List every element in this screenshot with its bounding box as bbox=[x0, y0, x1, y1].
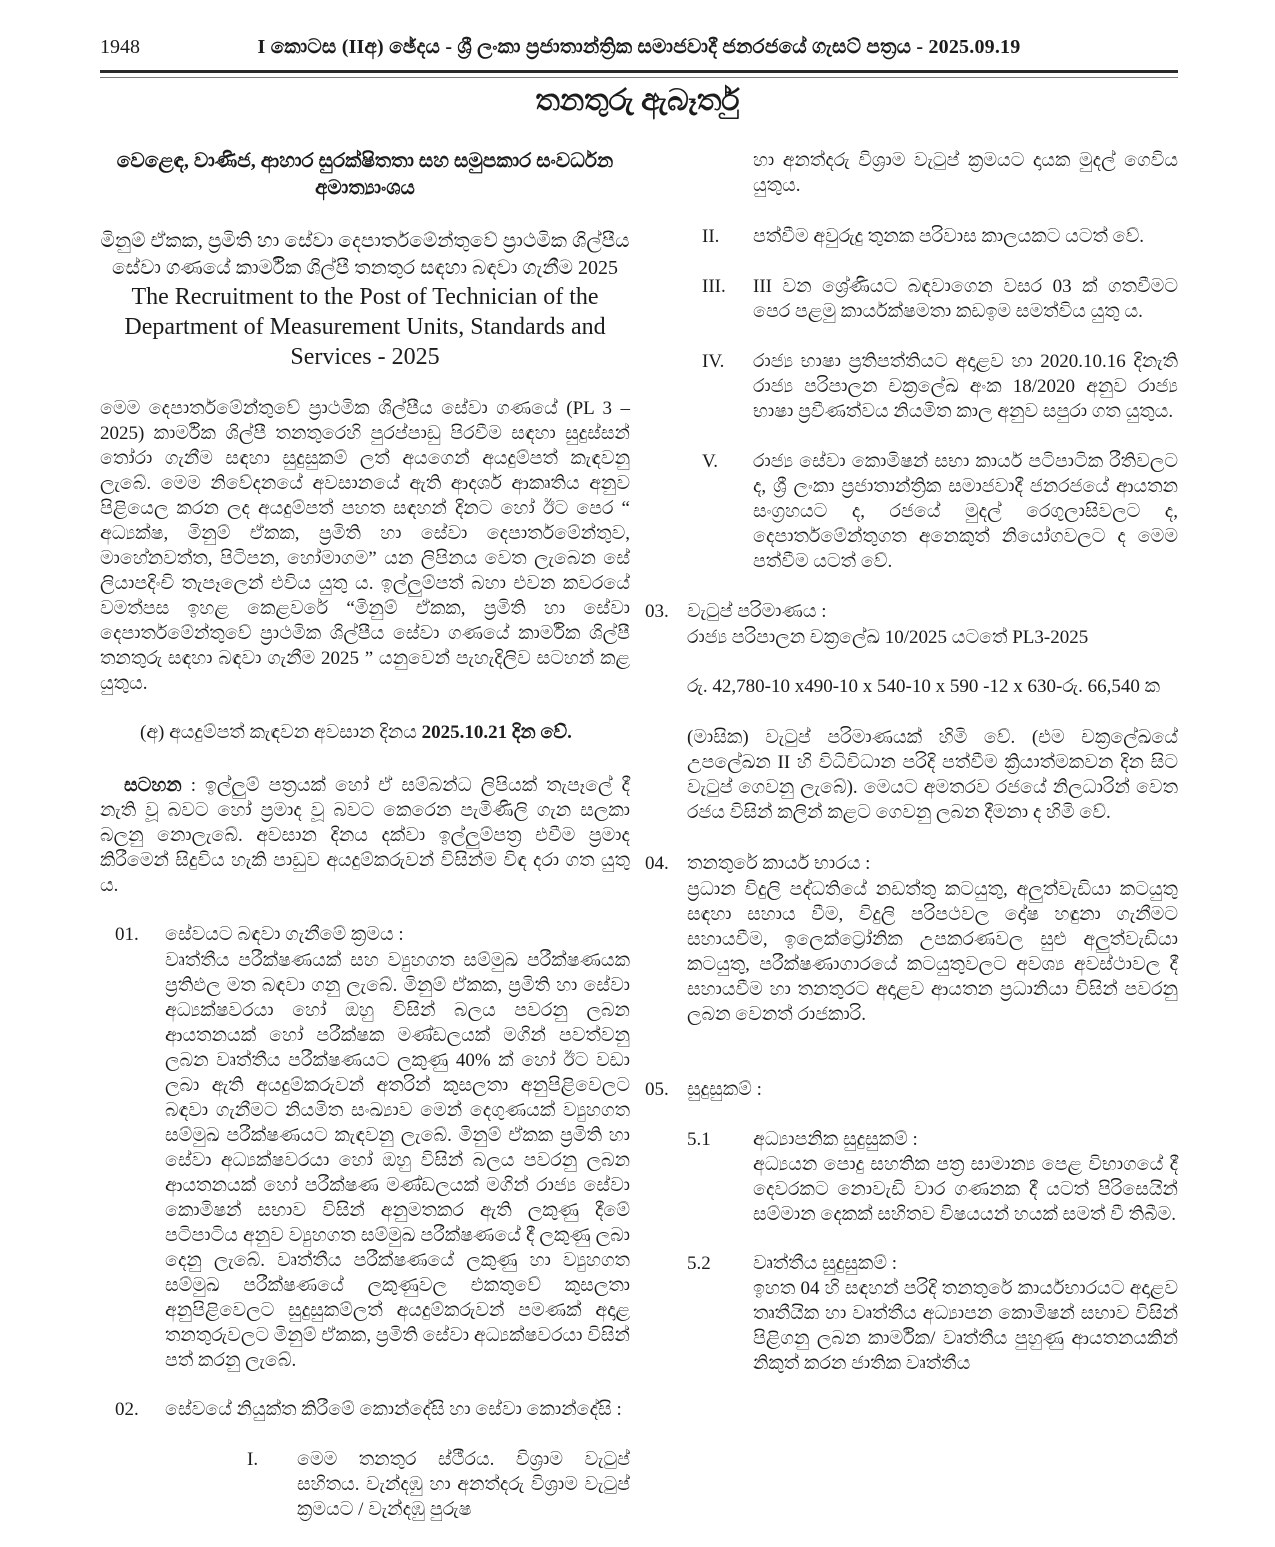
right-column bbox=[645, 148, 1178, 1376]
section-04-number: 04. bbox=[645, 853, 669, 874]
subsection-5-2-heading: වෘත්තීය සුදුසුකම් : bbox=[753, 1253, 898, 1274]
condition-item-4-number: IV. bbox=[702, 351, 725, 372]
salary-scale: රු. 42,780-10 x490-10 x 540-10 x 590 -12 x 630-රු. 66,540 ක bbox=[687, 676, 1161, 697]
condition-item-5 bbox=[645, 449, 1178, 574]
section-05-heading: සුදුසුකම් : bbox=[687, 1079, 762, 1100]
section-02-heading: සේවයේ නියුක්ත කිරීමේ කොන්දේසි හා සේවා කොන්දේසි : bbox=[165, 1399, 622, 1420]
section-02-number: 02. bbox=[115, 1399, 139, 1420]
section-04-heading: තනතුරේ කාර්ය භාරය : bbox=[687, 853, 871, 874]
condition-item-2-text: පත්වීම අවුරුදු තුනක පරිවාස කාලයකට යටත් වේ. bbox=[753, 226, 1145, 247]
section-03 bbox=[645, 599, 1178, 825]
note-paragraph bbox=[100, 773, 630, 898]
spacer bbox=[645, 1051, 1178, 1077]
subsection-5-2-number: 5.2 bbox=[687, 1253, 711, 1274]
notice-title-sinhala: මිනුම් ඒකක, ප්‍රමිති හා සේවා දෙපාර්තමේන්තුවේ ප්‍රාථමික ශිල්පීය සේවා ගණයේ කාර්මික ශිල්පී තනතුර සඳහා බඳවා ගැනීම 2025 bbox=[100, 230, 630, 279]
subsection-5-1 bbox=[687, 1127, 1178, 1227]
subsection-5-2 bbox=[687, 1251, 1178, 1376]
condition-item-5-text: රාජ්‍ය සේවා කොමිෂන් සභා කාර්ය පටිපාටික රීතිවලට ද, ශ්‍රී ලංකා ප්‍රජාතාන්ත්‍රික සමාජවාදී ජනරජයේ ආයතන සංග්‍රහයට ද, රජයේ මුදල් රෙගුලාසිවලට ද, දෙපාර්තමේන්තුගත අනෙකුත් නියෝගවලට ද මෙම පත්වීම යටත් වේ. bbox=[753, 451, 1178, 572]
deadline-line bbox=[100, 720, 630, 745]
section-01-number: 01. bbox=[115, 924, 139, 945]
condition-item-1-number: I. bbox=[247, 1449, 259, 1470]
condition-item-1-text: මෙම තනතුර ස්ථීරය. විශ්‍රාම වැටුප් සහිතය. වැන්දඹු හා අනත්දරු විශ්‍රාම වැටුප් ක්‍රමයට / වැන්දඹු පුරුෂ bbox=[297, 1449, 630, 1520]
section-04 bbox=[645, 851, 1178, 1027]
subsection-5-1-number: 5.1 bbox=[687, 1129, 711, 1150]
header-rule bbox=[100, 70, 1178, 78]
condition-item-2-number: II. bbox=[702, 226, 720, 247]
subsection-5-1-heading: අධ්‍යාපනික සුදුසුකම් : bbox=[753, 1129, 918, 1150]
note-body: : ඉල්ලුම් පත්‍රයක් හෝ ඒ සම්බන්ධ ලිපියක් තැපෑලේ දී නැති වූ බවට හෝ ප්‍රමාද වූ බවට කෙරෙන පැමිණිලි ගැන සලකා බලනු නොලැබේ. අවසාන දිනය දක්වා ඉල්ලුම්පත්‍ර එවීම ප්‍රමාද කිරීමෙන් සිදුවිය හැකි පාඩුව අයදුම්කරුවන් විසින්ම විඳ දරා ගත යුතු ය. bbox=[100, 775, 630, 896]
section-01 bbox=[100, 922, 630, 1373]
condition-item-3-number: III. bbox=[702, 276, 726, 297]
section-03-number: 03. bbox=[645, 601, 669, 622]
page-number: 1948 bbox=[100, 36, 140, 58]
spacer bbox=[645, 825, 1178, 851]
vacancies-section-title: තනතුරු ඇබෑර්තු bbox=[535, 84, 740, 117]
notice-title-english: The Recruitment to the Post of Technician of the Department of Measurement Units, Standards and Services - 2025 bbox=[124, 284, 606, 370]
salary-circular-line: රාජ්‍ය පරිපාලන චක්‍රලේඛ 10/2025 යටතේ PL3-2025 bbox=[687, 627, 1089, 648]
condition-item-5-number: V. bbox=[702, 451, 719, 472]
section-04-body: ප්‍රධාන විදුලි පද්ධතියේ නඩත්තු කටයුතු, අලුත්වැඩියා කටයුතු සඳහා සහාය වීම, විදුලි පරිපථවල දෝෂ හඳුනා ගැනීමට සහායවීම, ඉලෙක්ට්‍රෝනික උපකරණවල සුළු අලුත්වැඩියා කටයුතු, පරීක්ෂණාගාරයේ කටයුතුවලට අවශ්‍ය අවස්ථාවල දී සහායවීම හා තනතුරට අදාළව ආයතන ප්‍රධානියා විසින් පවරනු ලබන වෙනත් රාජකාරි. bbox=[687, 879, 1178, 1025]
condition-item-3-text: III වන ශ්‍රේණියට බඳවාගෙන වසර 03 ක් ගතවීමට පෙර පළමු කාර්යක්ෂමතා කඩඉම සමත්විය යුතු ය. bbox=[753, 276, 1178, 322]
section-02 bbox=[100, 1397, 630, 1423]
condition-item-1-continuation: හා අනත්දරු විශ්‍රාම වැටුප් ක්‍රමයට දායක මුදල් ගෙවිය යුතුය. bbox=[753, 150, 1178, 196]
left-column bbox=[100, 148, 630, 1547]
section-03-heading: වැටුප් පරිමාණය : bbox=[687, 601, 827, 622]
condition-item-4 bbox=[645, 349, 1178, 424]
salary-body: (මාසික) වැටුප් පරිමාණයක් හිමි වේ. (එම චක්‍රලේඛයේ උපලේඛන II හි විධිවිධාන පරිදි පත්වීම ක්‍රියාත්මකවන දින සිට වැටුප් ගෙවනු ලැබේ). මෙයට අමතරව රජයේ නිලධාරින් වෙත රජය විසින් කලින් කළට ගෙවනු ලබන දීමනා ද හිමි වේ. bbox=[687, 727, 1178, 823]
subsection-5-1-body: අධ්‍යයන පොදු සහතික පත්‍ර සාමාන්‍ය පෙළ විභාගයේ දී දෙවරකට නොවැඩි වාර ගණනක දී යටත් පිරිසෙයින් සම්මාන දෙකක් සහිතව විෂයයන් හයක් සමත් වී තිබීම. bbox=[753, 1154, 1178, 1225]
condition-item-4-text: රාජ්‍ය භාෂා ප්‍රතිපත්තියට අදාළව හා 2020.10.16 දිනැති රාජ්‍ය පරිපාලන චක්‍රලේඛ අංක 18/2020 අනුව රාජ්‍ය භාෂා ප්‍රවීණත්වය නියමිත කාල අනුව සපුරා ගත යුතුය. bbox=[753, 351, 1178, 422]
deadline-prefix: (අ) අයදුම්පත් කැඳවන අවසාන දිනය bbox=[140, 722, 422, 743]
section-01-heading: සේවයට බඳවා ගැනීමේ ක්‍රමය : bbox=[165, 924, 404, 945]
condition-item-1 bbox=[100, 1447, 630, 1522]
section-05 bbox=[645, 1077, 1178, 1103]
deadline-date: 2025.10.21 දින වේ. bbox=[421, 722, 572, 743]
ministry-name: වෙළෙඳ, වාණිජ, ආහාර සුරක්ෂිතතා සහ සමුපකාර සංවර්ධන අමාත්‍යාංශය bbox=[116, 150, 614, 199]
page-header bbox=[100, 36, 1178, 59]
note-label: සටහන bbox=[124, 775, 182, 796]
subsection-5-2-body: ඉහත 04 හි සඳහන් පරිදි තනතුරේ කාර්යභාරයට අදාළව තෘතීයික හා වෘත්තීය අධ්‍යාපන කොමිෂන් සභාව විසින් පිළිගනු ලබන කාර්මික/ වෘත්තීය පුහුණු ආයතනයකින් නිකුත් කරන ජාතික වෘත්තීය bbox=[753, 1278, 1178, 1374]
gazette-header-title: I කොටස (IIඅ) ඡේදය - ශ්‍රී ලංකා ප්‍රජාතාන්ත්‍රික සමාජවාදී ජනරජයේ ගැසට් පත්‍රය - 2025.09.19 bbox=[257, 36, 1021, 58]
section-05-number: 05. bbox=[645, 1079, 669, 1100]
section-01-body: වෘත්තීය පරීක්ෂණයක් සහ ව්‍යුහගත සම්මුඛ පරීක්ෂණයක ප්‍රතිඵල මත බඳවා ගනු ලැබේ. මිනුම් ඒකක, ප්‍රමිති හා සේවා අධ්‍යක්ෂවරයා හෝ ඔහු විසින් බලය පවරනු ලබන ආයතනයක් හෝ පරීක්ෂක මණ්ඩලයක් මගින් පවත්වනු ලබන වෘත්තීය පරීක්ෂණයට ලකුණු 40% ක් හෝ ඊට වඩා ලබා ඇති අයදුම්කරුවන් අතරින් කුසලතා අනුපිළිවෙලට බඳවා ගැනීමට නියමිත සංඛ්‍යාව මෙන් දෙගුණයක් ව්‍යුහගත සම්මුඛ පරීක්ෂණයට කැඳවනු ලැබේ. මිනුම් ඒකක ප්‍රමිති හා සේවා අධ්‍යක්ෂවරයා හෝ ඔහු විසින් බලය පවරනු ලබන ආයතනයක් හෝ පරීක්ෂණ මණ්ඩලයක් මගින් රාජ්‍ය සේවා කොමිෂන් සභාව විසින් අනුමතකර ඇති ලකුණු දීමේ පටිපාටිය අනුව ව්‍යුහගත සම්මුඛ පරීක්ෂණයේ දී ලකුණු ලබා දෙනු ලැබේ. වෘත්තීය පරීක්ෂණයේ ලකුණු හා ව්‍යුහගත සම්මුඛ පරීක්ෂණයේ ලකුණුවල එකතුවේ කුසලතා අනුපිළිවෙලට සුදුසුකම්ලත් අයදුම්කරුවන් පමණක් අදාළ තනතුරුවලට මිනුම් ඒකක, ප්‍රමිති සේවා අධ්‍යක්ෂවරයා විසින් පත් කරනු ලැබේ. bbox=[165, 950, 630, 1371]
intro-paragraph: මෙම දෙපාර්තමේන්තුවේ ප්‍රාථමික ශිල්පීය සේවා ගණයේ (PL 3 – 2025) කාර්මික ශිල්පී තනතුරෙහි පුරප්පාඩු පිරවීම සඳහා සුදුස්සන් තෝරා ගැනීම සඳහා සුදුසුකම් ලත් අයගෙන් අයදුම්පත් කැඳවනු ලැබේ. මෙම නිවේදනයේ අවසානයේ ඇති ආදර්ශ ආකෘතිය අනුව පිළියෙල කරන ලද අයදුම්පත් පහත සඳහන් දිනට හෝ ඊට පෙර “ අධ්‍යක්ෂ, මිනුම් ඒකක, ප්‍රමිති හා සේවා දෙපාර්තමේන්තුව, මාහේනවත්ත, පිටිපන, හෝමාගම” යන ලිපිනය වෙත ලැබෙන සේ ලියාපදිංචි තැපෑලෙන් එවිය යුතු ය. ඉල්ලුම්පත් බහා එවන කවරයේ වමත්පස ඉහළ කෙළවරේ “මිනුම් ඒකක, ප්‍රමිති හා සේවා දෙපාර්තමේන්තුවේ ප්‍රාථමික ශිල්පීය සේවා ගණයේ කාර්මික ශිල්පී තනතුරු සඳහා බඳවා ගැනීම 2025 ” යනුවෙන් පැහැදිලිව සටහන් කළ යුතුය. bbox=[100, 398, 630, 694]
condition-item-2 bbox=[645, 224, 1178, 249]
condition-item-3 bbox=[645, 274, 1178, 324]
